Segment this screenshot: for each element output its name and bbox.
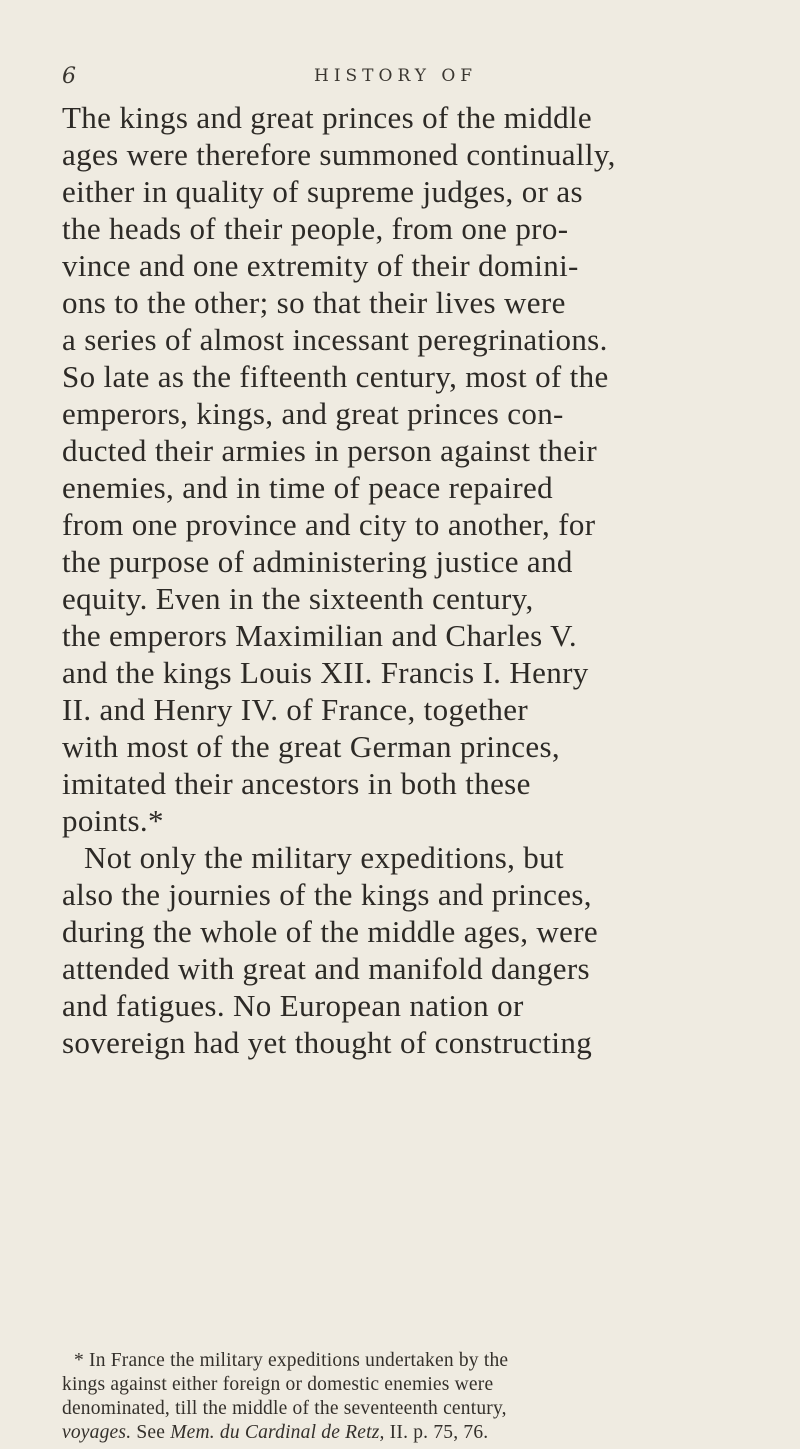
footnote-italic-word: voyages. [62,1422,132,1443]
footnote-line [62,1421,752,1445]
text-line: from one province and city to another, for [62,507,596,542]
text-line: and fatigues. No European nation or [62,988,524,1023]
text-line: with most of the great German princes, [62,729,560,764]
text-line: Not only the military expeditions, but [84,840,564,875]
footnote-see: See [131,1422,171,1443]
running-title: HISTORY OF [314,66,478,86]
footnote-line: kings against either foreign or domestic enemies were [62,1374,494,1395]
text-line: enemies, and in time of peace repaired [62,470,553,505]
text-line: The kings and great princes of the middle [62,100,592,135]
text-line: a series of almost incessant peregrinations. [62,322,608,357]
text-line: also the journies of the kings and princes, [62,877,592,912]
text-line: equity. Even in the sixteenth century, [62,581,534,616]
text-line: during the whole of the middle ages, were [62,914,599,949]
text-line: II. and Henry IV. of France, together [62,692,529,727]
footnote-reference: Mem. du Cardinal de Retz, [170,1422,385,1443]
text-line: the emperors Maximilian and Charles V. [62,618,577,653]
text-line: attended with great and manifold dangers [62,951,590,986]
text-line: vince and one extremity of their domini- [62,248,579,283]
page-number: 6 [62,64,76,89]
footnote-line: * In France the military expeditions undertaken by the [74,1350,509,1371]
text-line: the purpose of administering justice and [62,544,573,579]
text-line: emperors, kings, and great princes con- [62,396,564,431]
text-line: So late as the fifteenth century, most of the [62,359,609,394]
text-line: ducted their armies in person against their [62,433,597,468]
body-text [62,99,752,1061]
footnote [62,1349,752,1445]
text-line: points.* [62,803,164,838]
footnote-pages: II. p. 75, 76. [384,1422,489,1443]
text-line: imitated their ancestors in both these [62,766,531,801]
footnote-line: denominated, till the middle of the seventeenth century, [62,1398,507,1419]
text-line: and the kings Louis XII. Francis I. Henry [62,655,589,690]
text-line: the heads of their people, from one pro- [62,211,569,246]
text-line: either in quality of supreme judges, or as [62,174,583,209]
text-line: sovereign had yet thought of constructing [62,1025,593,1060]
text-line: ages were therefore summoned continually, [62,137,616,172]
text-line: ons to the other; so that their lives were [62,285,566,320]
page-header [62,64,742,90]
